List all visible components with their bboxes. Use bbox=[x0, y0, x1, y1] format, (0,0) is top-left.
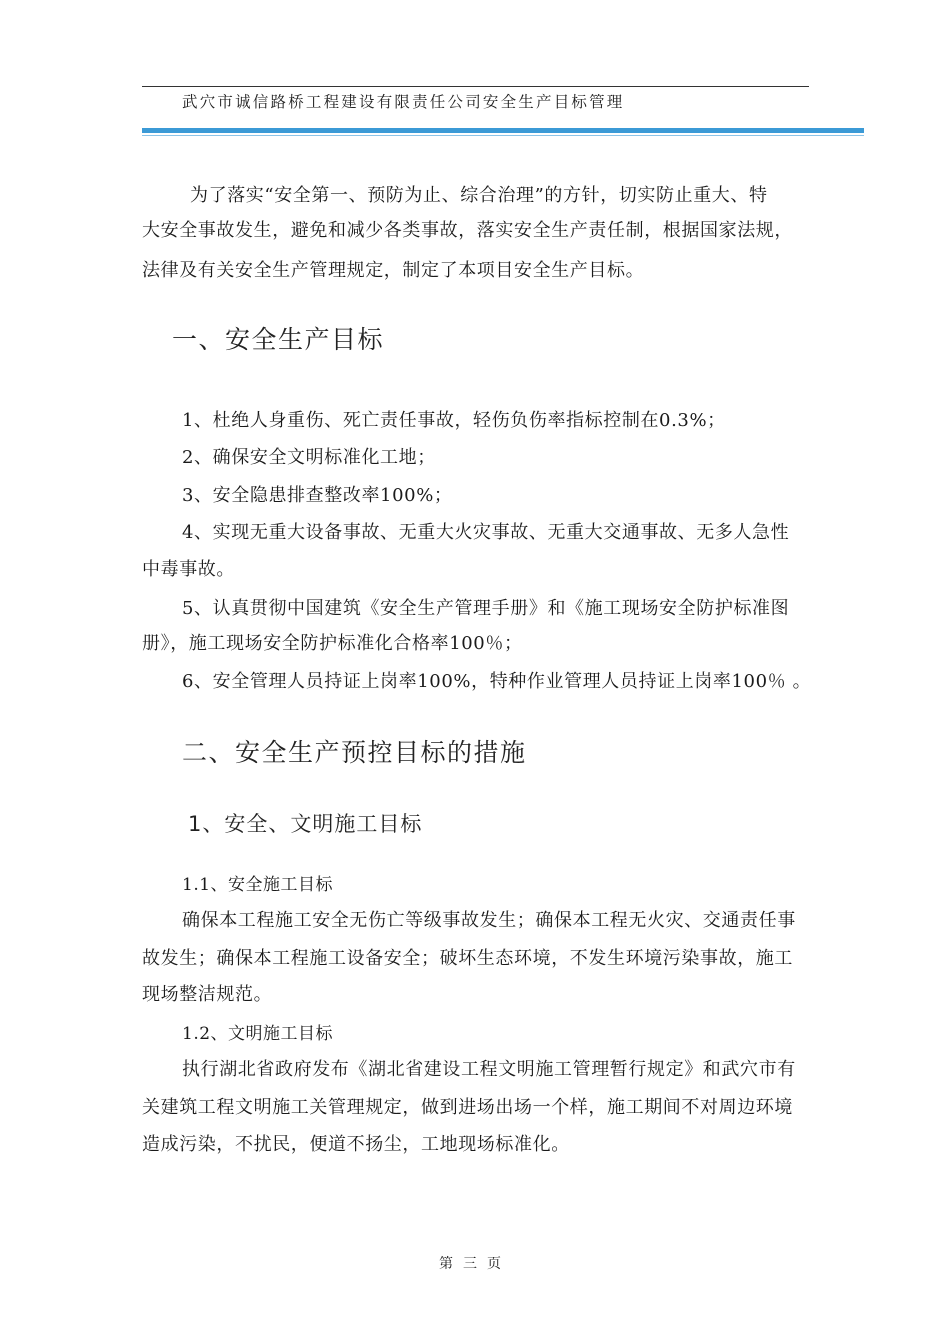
header-blue-rule-thin bbox=[142, 135, 864, 136]
subsection-1-1-line-1: 确保本工程施工安全无伤亡等级事故发生；确保本工程无火灾、交通责任事 bbox=[182, 910, 796, 931]
intro-line-1: 为了落实“安全第一、预防为止、综合治理”的方针，切实防止重大、特 bbox=[190, 185, 768, 206]
subsection-1-1-heading: 1.1、安全施工目标 bbox=[182, 875, 334, 895]
goal-item-2: 2、确保安全文明标准化工地； bbox=[182, 447, 436, 468]
page-number: 第三页 bbox=[439, 1256, 511, 1272]
section-1-heading: 一、安全生产目标 bbox=[172, 325, 385, 354]
subsection-1-2-line-1: 执行湖北省政府发布《湖北省建设工程文明施工管理暂行规定》和武穴市有 bbox=[182, 1059, 796, 1080]
subsection-1-2-line-2: 关建筑工程文明施工关管理规定，做到进场出场一个样，施工期间不对周边环境 bbox=[142, 1097, 793, 1118]
goal-item-1: 1、杜绝人身重伤、死亡责任事故，轻伤负伤率指标控制在0.3%； bbox=[182, 410, 726, 431]
subsection-1-heading: 1、安全、文明施工目标 bbox=[188, 812, 423, 836]
section-2-heading: 二、安全生产预控目标的措施 bbox=[182, 738, 527, 767]
goal-item-5-line-1: 5、认真贯彻中国建筑《安全生产管理手册》和《施工现场安全防护标准图 bbox=[182, 598, 790, 619]
subsection-1-1-line-3: 现场整洁规范。 bbox=[142, 984, 273, 1005]
header-top-rule bbox=[142, 86, 809, 87]
goal-item-5-line-2: 册》，施工现场安全防护标准化合格率100％； bbox=[142, 633, 523, 654]
subsection-1-2-line-3: 造成污染，不扰民，便道不扬尘，工地现场标准化。 bbox=[142, 1134, 570, 1155]
header-blue-rule bbox=[142, 128, 864, 133]
goal-item-4-line-2: 中毒事故。 bbox=[142, 559, 235, 580]
goal-item-6: 6、安全管理人员持证上岗率100%，特种作业管理人员持证上岗率100％ 。 bbox=[182, 671, 812, 692]
intro-line-3: 法律及有关安全生产管理规定，制定了本项目安全生产目标。 bbox=[142, 260, 645, 281]
goal-item-4-line-1: 4、实现无重大设备事故、无重大火灾事故、无重大交通事故、无多人急性 bbox=[182, 522, 790, 543]
header-title: 武穴市诚信路桥工程建设有限责任公司安全生产目标管理 bbox=[182, 93, 625, 111]
intro-line-2: 大安全事故发生，避免和减少各类事故，落实安全生产责任制，根据国家法规， bbox=[142, 220, 793, 241]
subsection-1-2-heading: 1.2、文明施工目标 bbox=[182, 1024, 334, 1044]
goal-item-3: 3、安全隐患排查整改率100%； bbox=[182, 485, 453, 506]
subsection-1-1-line-2: 故发生；确保本工程施工设备安全；破坏生态环境，不发生环境污染事故，施工 bbox=[142, 948, 793, 969]
